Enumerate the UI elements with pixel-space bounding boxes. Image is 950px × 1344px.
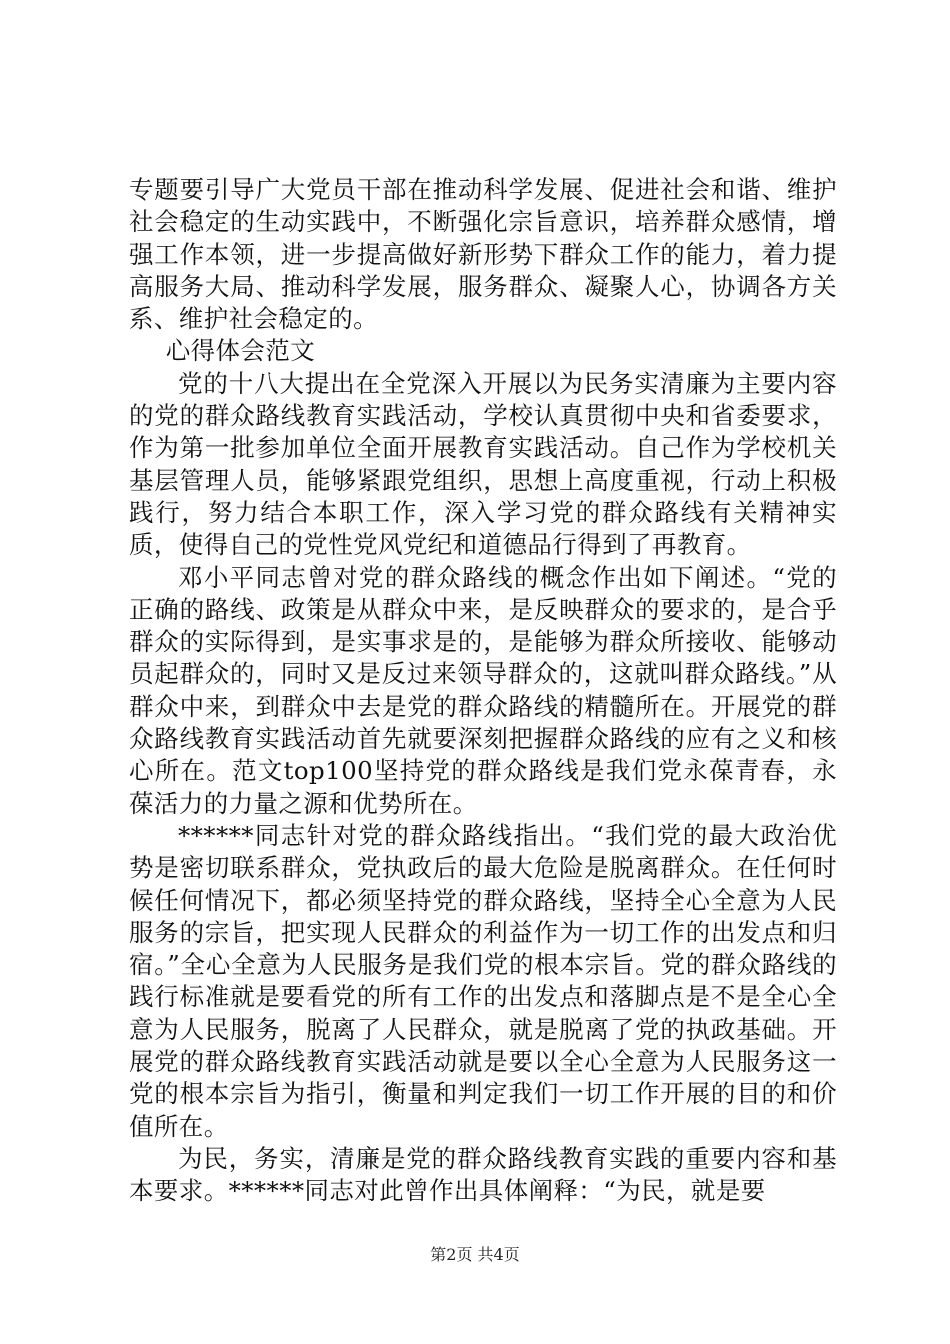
paragraph: 为民，务实，清廉是党的群众路线教育实践的重要内容和基本要求。******同志对此曾作出具体阐释：“为民，就是要	[129, 1143, 837, 1206]
page-number-footer: 第2页 共4页	[430, 1245, 520, 1264]
document-body	[129, 174, 837, 1208]
paragraph-continued: 专题要引导广大党员干部在推动科学发展、促进社会和谐、维护社会稳定的生动实践中，不断强化宗旨意识，培养群众感情，增强工作本领，进一步提高做好新形势下群众工作的能力，着力提高服务大局、推动科学发展，服务群众、凝聚人心，协调各方关系、维护社会稳定的。	[129, 175, 837, 334]
paragraph: 邓小平同志曾对党的群众路线的概念作出如下阐述。“党的正确的路线、政策是从群众中来，是反映群众的要求的，是合乎群众的实际得到，是实事求是的，是能够为群众所接收、能够动员起群众的，同时又是反过来领导群众的，这就叫群众路线。”从群众中来，到群众中去是党的群众路线的精髓所在。开展党的群众路线教育实践活动首先就要深刻把握群众路线的应有之义和核心所在。范文top100坚持党的群众路线是我们党永葆青春，永葆活力的力量之源和优势所在。	[129, 562, 837, 818]
section-heading: 心得体会范文	[165, 336, 316, 366]
paragraph: 党的十八大提出在全党深入开展以为民务实清廉为主要内容的党的群众路线教育实践活动，学校认真贯彻中央和省委要求，作为第一批参加单位全面开展教育实践活动。自己作为学校机关基层管理人员，能够紧跟党组织，思想上高度重视，行动上积极践行，努力结合本职工作，深入学习党的群众路线有关精神实质，使得自己的党性党风党纪和道德品行得到了再教育。	[129, 368, 837, 560]
paragraph: ******同志针对党的群众路线指出。“我们党的最大政治优势是密切联系群众，党执政后的最大危险是脱离群众。在任何时候任何情况下，都必须坚持党的群众路线，坚持全心全意为人民服务的宗旨，把实现人民群众的利益作为一切工作的出发点和归宿。”全心全意为人民服务是我们党的根本宗旨。党的群众路线的践行标准就是要看党的所有工作的出发点和落脚点是不是全心全意为人民服务，脱离了人民群众，就是脱离了党的执政基础。开展党的群众路线教育实践活动就是要以全心全意为人民服务这一党的根本宗旨为指引，衡量和判定我们一切工作开展的目的和价值所在。	[129, 820, 837, 1141]
